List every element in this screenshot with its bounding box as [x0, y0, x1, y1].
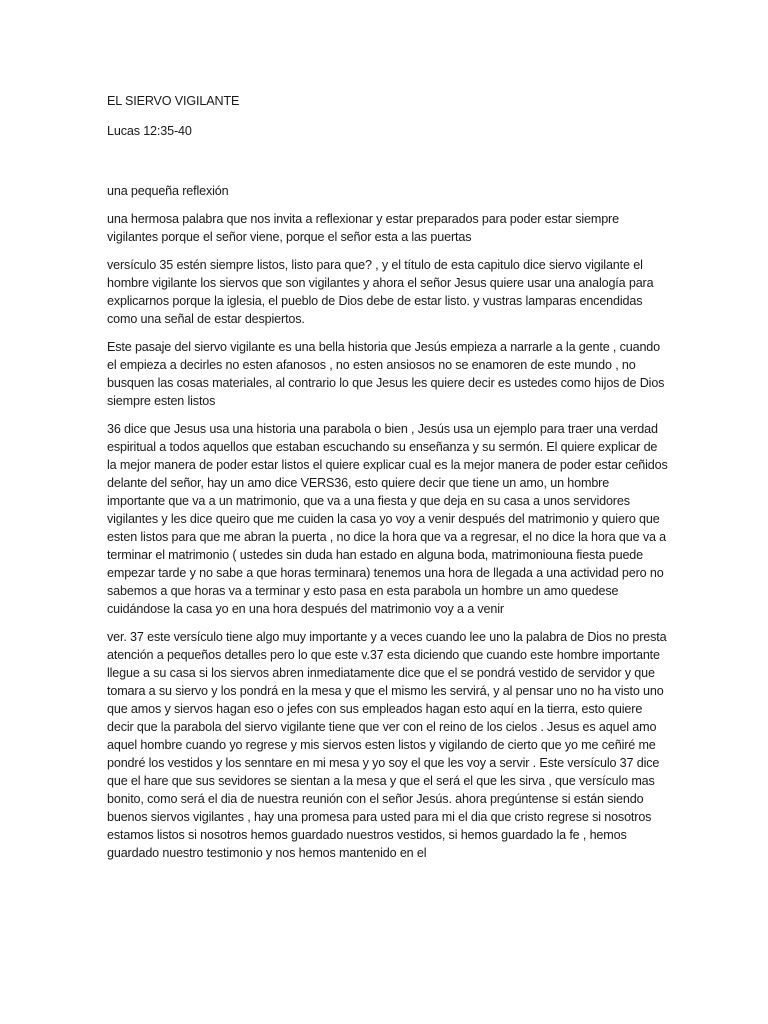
document-page — [107, 92, 669, 872]
paragraph-intro: una pequeña reflexión — [107, 184, 229, 198]
paragraph-verse-35: versículo 35 estén siempre listos, listo para que? , y el título de esta capitulo dice siervo vigilante el hombre vigilante los siervos que son vigilantes y ahora el señor Jesus quiere usar una analogía para explicarnos porque la iglesia, el pueblo de Dios debe de estar listo. y vustras lamparas encendidas como una señal de estar despiertos. — [107, 258, 654, 326]
paragraph-verse-36: 36 dice que Jesus usa una historia una parabola o bien , Jesús usa un ejemplo para traer una verdad espiritual a todos aquellos que estaban escuchando su enseñanza y su sermón. El quiere explicar de la mejor manera de poder estar listos el quiere explicar cual es la mejor manera de poder estar ceñidos delante del señor, hay un amo dice VERS36, esto quiere decir que tiene un amo, un hombre importante que va a un matrimonio, que va a una fiesta y que deja en su casa a unos servidores vigilantes y les dice queiro que me cuiden la casa yo voy a venir después del matrimonio y quiero que esten listos para que me abran la puerta , no dice la hora que va a regresar, el no dice la hora que va a terminar el matrimonio ( ustedes sin duda han estado en alguna boda, matrimoniouna fiesta puede empezar tarde y no sabe a que horas terminara) tenemos una hora de llegada a una actividad pero no sabemos a que horas va a terminar y esto pasa en esta parabola un hombre un amo quedese cuidándose la casa yo en una hora después del matrimonio voy a a venir — [107, 422, 668, 616]
scripture-reference: Lucas 12:35-40 — [107, 124, 192, 138]
paragraph-invitation: una hermosa palabra que nos invita a reflexionar y estar preparados para poder estar siempre vigilantes porque el señor viene, porque el señor esta a las puertas — [107, 212, 619, 244]
paragraph-passage: Este pasaje del siervo vigilante es una bella historia que Jesús empieza a narrarle a la gente , cuando el empieza a decirles no esten afanosos , no esten ansiosos no se enamoren de este mundo , no busquen las cosas materiales, al contrario lo que Jesus les quiere decir es ustedes como hijos de Dios siempre esten listos — [107, 340, 665, 408]
paragraph-verse-37: ver. 37 este versículo tiene algo muy importante y a veces cuando lee uno la palabra de Dios no presta atención a pequeños detalles pero lo que este v.37 esta diciendo que cuando este hombre importante llegue a su casa si los siervos abren inmediatamente dice que el se pondrá vestido de servidor y que tomara a su siervo y los pondrá en la mesa y que el mismo les servirá, y al pensar uno no ha visto uno que amos y siervos hagan eso o jefes con sus empleados hagan esto aquí en la tierra, esto quiere decir que la parabola del siervo vigilante tiene que ver con el reino de los cielos . Jesus es aquel amo aquel hombre cuando yo regrese y mis siervos esten listos y vigilando de cierto que yo me ceñiré me pondré los vestidos y los senntare en mi mesa y yo soy el que les voy a servir . Este versículo 37 dice que el hare que sus sevidores se sientan a la mesa y que el será el que les sirva , que versículo mas bonito, como será el dia de nuestra reunión con el señor Jesús. ahora pregúntense si están siendo buenos siervos vigilantes , hay una promesa para usted para mi el dia que cristo regrese si nosotros estamos listos si nosotros hemos guardado nuestros vestidos, si hemos guardado la fe , hemos guardado nuestro testimonio y nos hemos mantenido en el — [107, 630, 667, 860]
document-title: EL SIERVO VIGILANTE — [107, 94, 240, 108]
